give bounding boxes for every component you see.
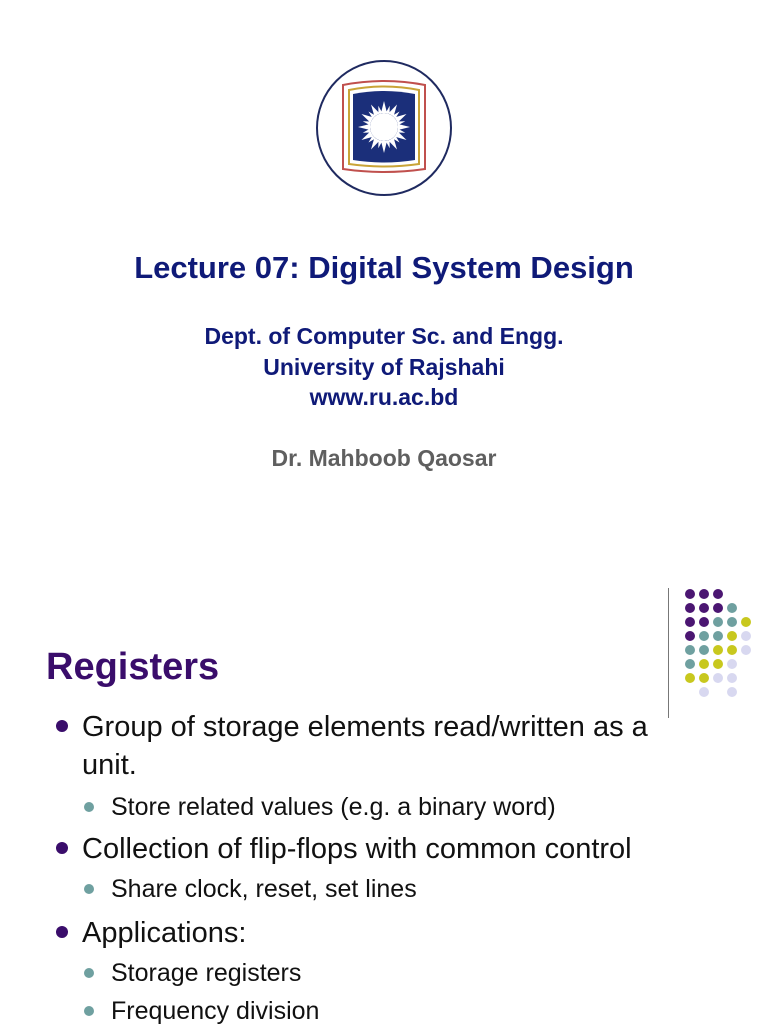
decor-dot <box>713 589 723 599</box>
decor-dot <box>713 673 723 683</box>
sub-bullet-item <box>111 873 711 905</box>
bullet-text: Group of storage elements read/written as a unit. <box>82 711 648 781</box>
sub-bullet-item <box>111 957 711 989</box>
decor-dot <box>699 673 709 683</box>
decor-dot <box>741 631 751 641</box>
university-crest-icon <box>315 59 453 197</box>
decor-dot <box>727 617 737 627</box>
bullet-text: Applications: <box>82 917 247 949</box>
sub-bullet-text: Store related values (e.g. a binary word) <box>111 793 556 821</box>
department-name: Dept. of Computer Sc. and Engg. <box>204 323 564 349</box>
sub-bullet-text: Frequency division <box>111 997 320 1025</box>
decor-dot <box>713 617 723 627</box>
decor-dot <box>685 603 695 613</box>
bullet-text: Collection of flip-flops with common control <box>82 833 632 865</box>
lecture-title: Lecture 07: Digital System Design <box>134 250 634 285</box>
decor-dot <box>713 631 723 641</box>
university-name: University of Rajshahi <box>263 353 505 380</box>
bullet-item <box>82 830 702 868</box>
registers-slide <box>0 560 768 1024</box>
sub-bullet-item <box>111 791 711 823</box>
decor-dot <box>713 659 723 669</box>
bullet-marker <box>56 720 68 732</box>
decor-dot <box>685 617 695 627</box>
decor-dot <box>685 631 695 641</box>
decor-dot <box>713 645 723 655</box>
decor-dot <box>699 603 709 613</box>
decor-dot <box>727 673 737 683</box>
decor-dot <box>727 603 737 613</box>
slide-heading: Registers <box>46 646 220 688</box>
sub-bullet-text: Share clock, reset, set lines <box>111 875 417 903</box>
decor-dot <box>741 645 751 655</box>
dot-grid-decoration-icon <box>680 586 760 706</box>
decor-dot <box>699 687 709 697</box>
bullet-item <box>82 708 702 784</box>
decor-dot <box>727 631 737 641</box>
university-website: www.ru.ac.bd <box>309 384 459 410</box>
decor-dot <box>685 589 695 599</box>
sub-bullet-marker <box>84 802 94 812</box>
sub-bullet-item <box>111 995 711 1027</box>
decor-dot <box>685 673 695 683</box>
decor-dot <box>699 631 709 641</box>
bullet-marker <box>56 926 68 938</box>
sub-bullet-marker <box>84 884 94 894</box>
decor-dot <box>685 659 695 669</box>
decor-dot <box>685 645 695 655</box>
sub-bullet-text: Storage registers <box>111 959 302 987</box>
bullet-item <box>82 914 702 952</box>
decor-dot <box>727 687 737 697</box>
department-block <box>0 321 768 413</box>
sub-bullet-marker <box>84 968 94 978</box>
bullet-marker <box>56 842 68 854</box>
decor-dot <box>727 659 737 669</box>
decor-dot <box>713 603 723 613</box>
decor-dot <box>727 645 737 655</box>
decor-dot <box>699 617 709 627</box>
decor-dot <box>699 645 709 655</box>
sub-bullet-marker <box>84 1006 94 1016</box>
decor-dot <box>699 589 709 599</box>
header-divider <box>668 588 669 718</box>
decor-dot <box>699 659 709 669</box>
decor-dot <box>741 617 751 627</box>
author-name: Dr. Mahboob Qaosar <box>271 445 497 471</box>
